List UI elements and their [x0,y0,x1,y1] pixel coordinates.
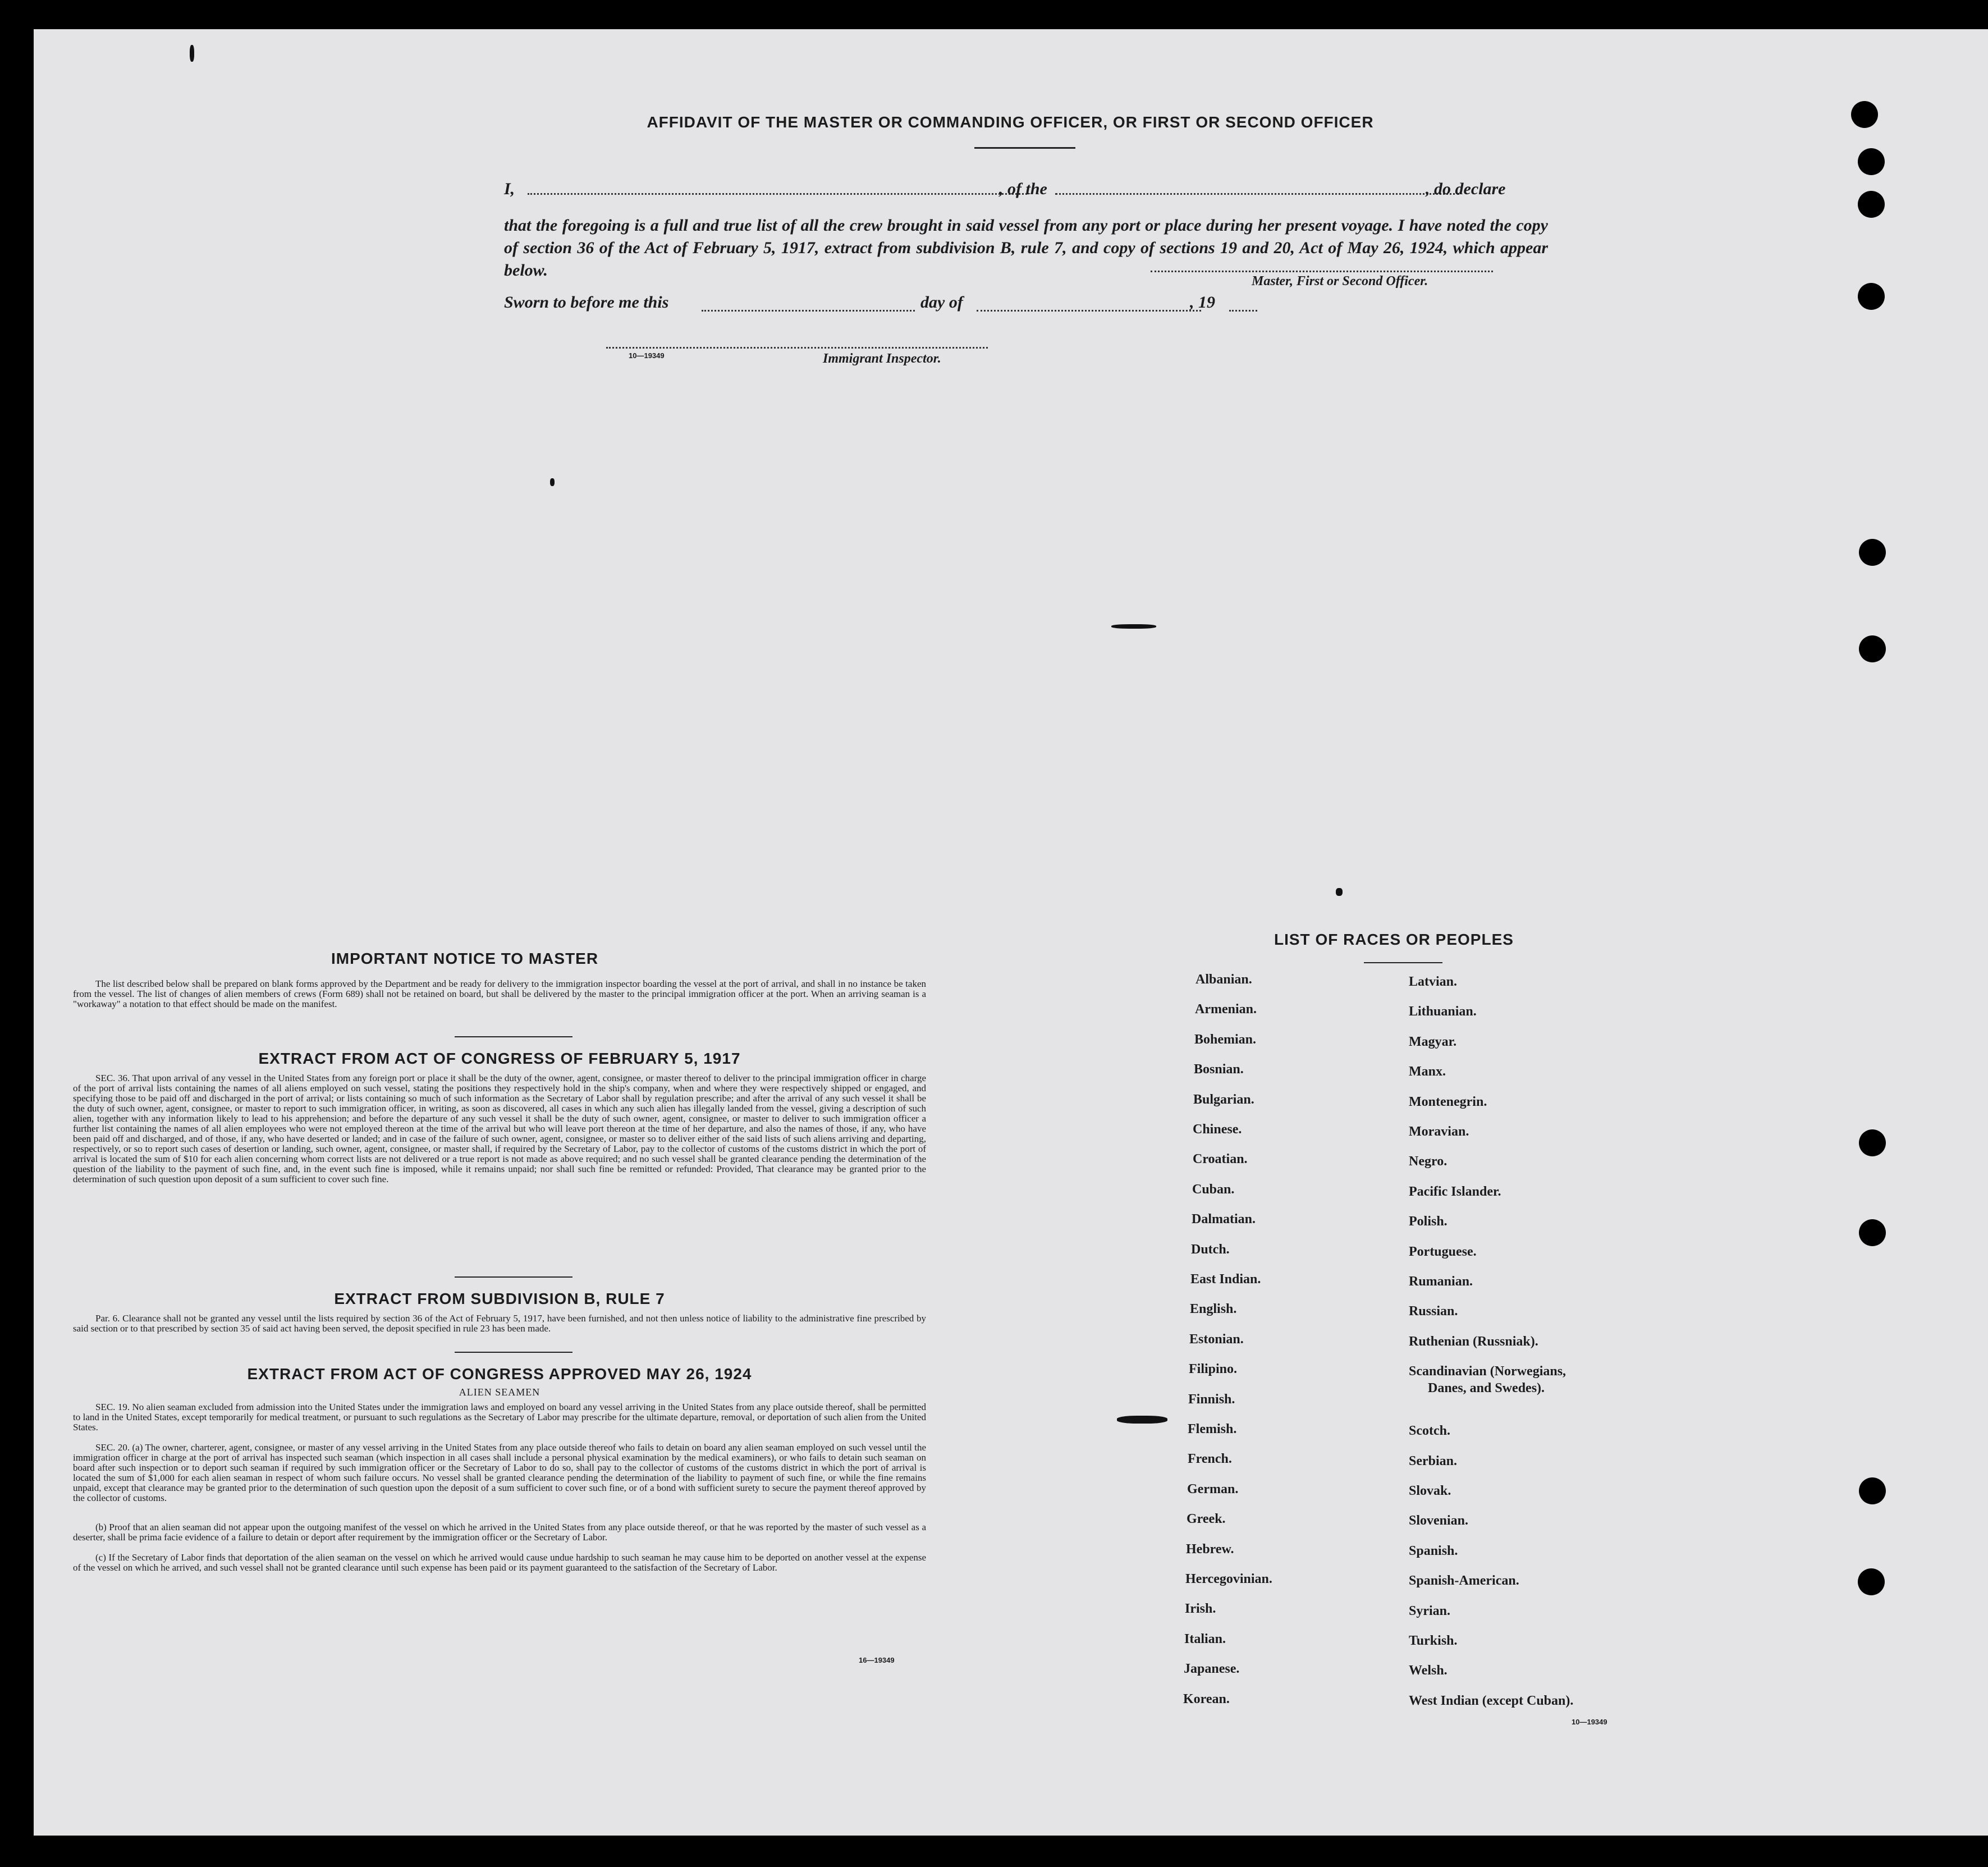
binder-hole [1851,101,1878,128]
binder-hole [1858,148,1885,175]
binder-hole [1859,1129,1886,1156]
affidavit-title: AFFIDAVIT OF THE MASTER OR COMMANDING OFFICER, OR FIRST OR SECOND OFFICER [647,113,1374,131]
notice-text: The list described below shall be prepared on blank forms approved by the Department and be ready for delivery to the immigration inspector boarding the vessel at the port of arrival, and shall in no instance be taken from the vessel. The list of changes of alien members of crews (Form 689) shall not be retained on board, but shall be delivered by the master to the principal immigration officer at the port. When an arriving seaman is a "workaway" a notation to that effect should be made on the manifest. [73,978,926,1009]
race-item: Latvian. [1409,974,1458,989]
race-item: German. [1187,1481,1239,1497]
alien-seamen-subtitle: ALIEN SEAMEN [459,1386,540,1398]
race-item: Cuban. [1192,1182,1235,1197]
race-item: Polish. [1409,1214,1448,1229]
race-item: Lithuanian. [1409,1004,1477,1019]
race-item: Pacific Islander. [1409,1184,1501,1199]
race-item: Chinese. [1193,1122,1242,1137]
race-item: East Indian. [1190,1272,1261,1287]
race-item: Manx. [1409,1064,1446,1079]
title-underline [974,147,1075,149]
race-item: Montenegrin. [1409,1094,1487,1109]
race-item: Scotch. [1409,1424,1450,1439]
inspector-signature-field[interactable] [606,347,988,349]
race-item: Syrian. [1409,1603,1451,1618]
declaration-text: that the foregoing is a full and true list of all the crew brought in said vessel from any port or place during her present voyage. I have noted the copy of section 36 of the Act of February 5, 1917, extract from subdivision B, rule 7, and copy of sections 19 and 20, Act of May 26, 1924, which appear below. [504,216,1548,280]
rule7-text: Par. 6. Clearance shall not be granted any vessel until the lists required by section 36 of the Act of February 5, 1917, have been furnished, and not then unless notice of liability to the administrative fine prescribed by said section or to that prescribed by section 35 of said act having been served, the deposit specified in rule 23 has been made. [73,1313,926,1334]
signature-label: Master, First or Second Officer. [1252,274,1428,289]
race-item: Japanese. [1184,1662,1240,1677]
binder-hole [1859,635,1886,662]
race-item: Slovak. [1409,1484,1451,1498]
race-item: Welsh. [1409,1663,1448,1678]
race-item: Filipino. [1189,1362,1238,1377]
race-item: Korean. [1183,1691,1230,1706]
rule7-title: EXTRACT FROM SUBDIVISION B, RULE 7 [334,1290,665,1307]
race-item: Moravian. [1409,1124,1469,1139]
sec20a-text: SEC. 20. (a) The owner, charterer, agent, consignee, or master of any vessel arriving in the United States from any place outside thereof who fails to detain on board any alien seaman employed on such vessel until the immigration officer in charge at the port of arrival has inspected such seaman (which inspection in all cases shall include a personal physical examination by the medical examiners), or who fails to detain such seaman on board after such inspection or to deport such seaman if required by such immigration officer or the Secretary of Labor to do so, shall pay to the collector of customs of the customs district in which the port of arrival is located the sum of $1,000 for each alien seaman in respect of whom such failure occurs. No vessel shall be granted clearance pending the determination of the liability to payment of such fine, or while the fine remains unpaid, except that clearance may be granted prior to the determination of such question upon the deposit of a sum sufficient to cover such fine, or of a bond with sufficient surety to secure the payment thereof approved by the collector of customs. [73,1442,926,1503]
sec20b-text: (b) Proof that an alien seaman did not appear upon the outgoing manifest of the vessel on which he arrived in the United States from any place outside thereof, or that he was reported by the master of such vessel as a deserter, shall be prima facie evidence of a failure to detain or deport after requirement by the immigration officer or the Secretary of Labor. [73,1522,926,1543]
race-item: Bosnian. [1194,1062,1244,1077]
races-title: LIST OF RACES OR PEOPLES [1274,931,1514,948]
binder-hole [1859,1219,1886,1246]
race-item: Dalmatian. [1192,1212,1256,1227]
race-item: Negro. [1409,1154,1448,1169]
affidavit-of-the: , of the [999,180,1047,198]
race-item: Bulgarian. [1193,1092,1254,1107]
year-label: , 19 [1190,293,1215,312]
races-divider [1364,962,1442,963]
rule7-divider [455,1352,572,1353]
extract-1917-text: SEC. 36. That upon arrival of any vessel in the United States from any foreign port or place it shall be the duty of the owner, agent, consignee, or master thereof to deliver to the principal immigration officer in charge of the port of arrival lists containing the names of all aliens employed on such vessel, stating the positions they respectively hold in the ship's company, when and where they were respectively shipped or engaged, and specifying those to be paid off and discharged in the port of arrival; or lists containing so much of such information as the Secretary of Labor shall by regulation prescribe; and after the arrival of any such vessel it shall be the duty of such owner, agent, consignee, or master to report to such immigration officer, in writing, as soon as discovered, all cases in which any such alien has illegally landed from the vessel, giving a description of such alien, together with any information likely to lead to his apprehension; and before the departure of any such vessel it shall be the duty of such owner, agent, consignee, or master to deliver to such immigration officer a further list containing the names of all alien employees who were not employed thereon at the time of the arrival but who will leave port thereon at the time of her departure, and also the names of those, if any, who have been paid off and discharged, and of those, if any, who have deserted or landed; and in case of the failure of such owner, agent, consignee, or master so to deliver either of the said lists of such aliens arriving and departing, respectively, or so to report such cases of desertion or landing, such owner, agent, consignee, or master shall, if required by the Secretary of Labor, pay to the collector of customs of the customs district in which the port of arrival is located the sum of $10 for each alien concerning whom correct lists are not delivered or a true report is not made as above required; and no such vessel shall be granted clearance pending the determination of the question of the liability to the payment of such fine, and, in the event such fine is imposed, while it remains unpaid; nor shall such fine be remitted or refunded: Provided, That clearance may be granted prior to the determination of such question upon deposit of a sum sufficient to cover such fine. [73,1073,926,1184]
binder-hole [1858,1568,1885,1595]
race-item: Magyar. [1409,1034,1457,1049]
race-item: West Indian (except Cuban). [1409,1693,1574,1708]
sec20c-text: (c) If the Secretary of Labor finds that deportation of the alien seaman on the vessel on which he arrived would cause undue hardship to such seaman he may cause him to be deported on another vessel at the expense of the vessel on which he arrived, and such vessel shall not be granted clearance until such expense has been paid or its payment guaranteed to the satisfaction of the Secretary of Labor. [73,1552,926,1573]
race-item: Finnish. [1188,1392,1235,1407]
inspector-label: Immigrant Inspector. [823,351,941,366]
extract-form-number: 16—19349 [859,1656,895,1664]
ink-speck [1336,888,1343,896]
race-item: Hercegovinian. [1185,1572,1272,1586]
race-item: Estonian. [1189,1331,1244,1347]
vessel-name-field[interactable] [1055,193,1459,195]
race-item: French. [1188,1452,1232,1467]
notice-title: IMPORTANT NOTICE TO MASTER [331,950,599,967]
ink-speck [190,45,194,62]
race-item: Turkish. [1409,1633,1458,1648]
ink-speck [550,478,555,486]
race-item: Albanian. [1195,972,1252,987]
race-item: Ruthenian (Russniak). [1409,1334,1538,1349]
binder-hole [1858,191,1885,218]
ink-speck [1117,1416,1167,1424]
race-item: Spanish. [1409,1543,1458,1558]
race-item: Hebrew. [1186,1541,1234,1557]
binder-hole [1859,1477,1886,1504]
races-form-number: 10—19349 [1572,1718,1607,1726]
sworn-label: Sworn to before me this [504,293,669,312]
race-item: Scandinavian (Norwegians, [1409,1364,1566,1379]
race-item: Flemish. [1188,1422,1237,1436]
binder-hole [1859,539,1886,566]
race-item: Italian. [1184,1631,1226,1646]
signature-field[interactable] [1151,271,1493,272]
race-item: Armenian. [1195,1002,1257,1017]
race-item: Greek. [1187,1512,1226,1527]
sworn-day-field[interactable] [702,310,915,312]
race-item: Danes, and Swedes). [1428,1381,1545,1396]
master-name-field[interactable] [528,193,1027,195]
race-item: Dutch. [1191,1242,1230,1257]
extract-1924-title: EXTRACT FROM ACT OF CONGRESS APPROVED MAY 26, 1924 [247,1365,752,1383]
affidavit-form-number: 10—19349 [629,351,665,360]
ink-speck [1111,624,1156,629]
sworn-year-field[interactable] [1229,310,1257,312]
race-item: Rumanian. [1409,1274,1473,1289]
race-item: Slovenian. [1409,1513,1469,1529]
sec19-text: SEC. 19. No alien seaman excluded from admission into the United States under the immigration laws and employed on board any vessel arriving in the United States from any place outside thereof, shall be permitted to land in the United States, except temporarily for medical treatment, or pursuant to such regulations as the Secretary of Labor may prescribe for the ultimate departure, removal, or deportation of such alien from the United States. [73,1402,926,1433]
race-item: Serbian. [1409,1453,1458,1468]
binder-hole [1858,283,1885,310]
race-item: Russian. [1409,1304,1458,1319]
form-page [34,29,1988,1836]
affidavit-i: I, [504,180,515,198]
extract-1917-divider [455,1276,572,1278]
affidavit-do-declare: , do declare [1426,180,1506,198]
race-item: Spanish-American. [1409,1573,1519,1589]
sworn-month-field[interactable] [977,310,1201,312]
race-item: English. [1190,1302,1237,1317]
notice-divider [455,1036,572,1037]
race-item: Irish. [1185,1601,1216,1617]
extract-1917-title: EXTRACT FROM ACT OF CONGRESS OF FEBRUARY 5, 1917 [258,1050,741,1067]
race-item: Croatian. [1193,1152,1248,1167]
race-item: Portuguese. [1409,1244,1477,1259]
day-of-label: day of [920,293,963,312]
race-item: Bohemian. [1194,1032,1257,1047]
